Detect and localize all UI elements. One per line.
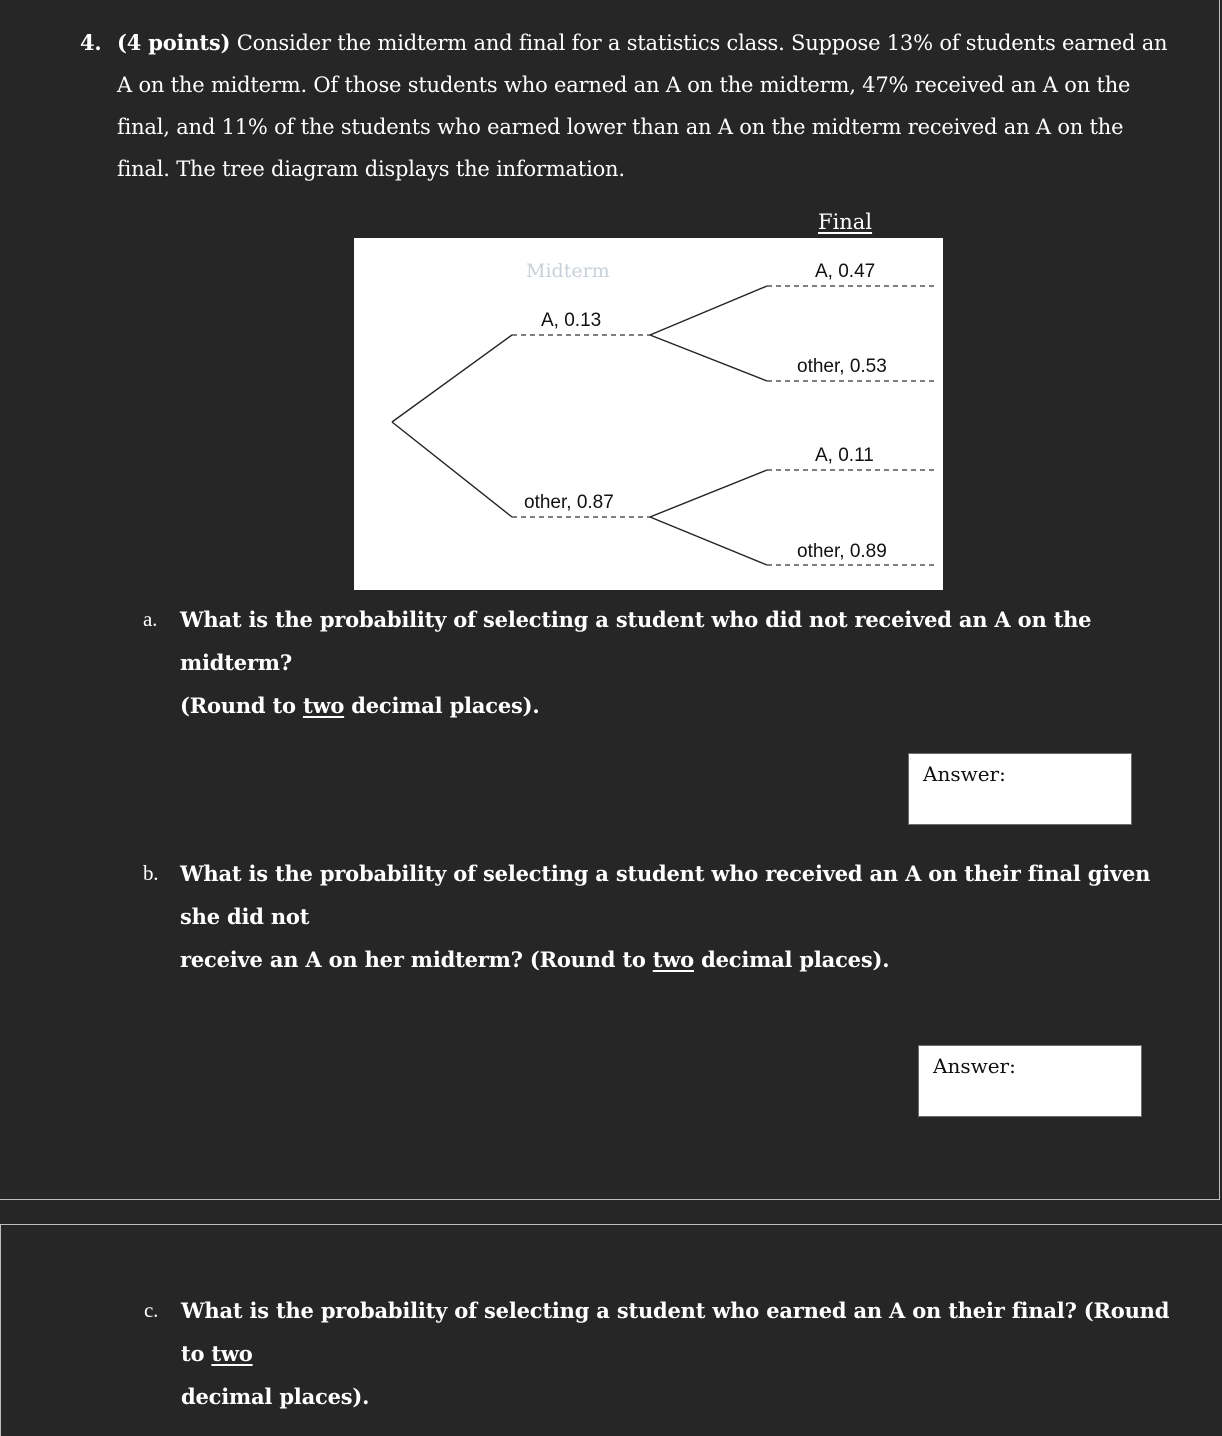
- question-b-line2: [180, 938, 1173, 981]
- label-final-a-given-other: A, 0.11: [815, 445, 874, 466]
- question-c-line1-pre: What is the probability of selecting a student who earned an A on their final? (Round to: [181, 1298, 1170, 1366]
- branch-root-to-midterm-a: [392, 335, 512, 422]
- label-final-other-given-a: other, 0.53: [797, 356, 887, 377]
- question-a-line2-pre: (Round to: [180, 693, 303, 718]
- question-b-underline: two: [652, 947, 694, 972]
- problem-description: Consider the midterm and final for a statistics class. Suppose 13% of students earned an A on the midterm. Of those students who earned an A on the midterm, 47% received an A on the final, and 11% of the students who earned lower than an A on the midterm received an A on the final. The tree diagram displays the information.: [117, 31, 1168, 181]
- question-b-line2-post: decimal places).: [693, 947, 890, 972]
- question-c-underline: two: [211, 1341, 253, 1366]
- question-c-line1: [181, 1289, 1174, 1375]
- branch-a-to-final-a: [650, 286, 767, 335]
- question-a-line2: [180, 684, 1173, 727]
- problem-number: 4.: [80, 30, 102, 55]
- question-a-line2-post: decimal places).: [344, 693, 540, 718]
- label-midterm-other: other, 0.87: [524, 492, 614, 513]
- question-c-text: [181, 1289, 1174, 1418]
- answer-label-a: Answer:: [923, 762, 1006, 786]
- question-b-letter: b.: [143, 861, 159, 885]
- problem-text-block: [117, 22, 1180, 190]
- branch-other-to-final-other: [650, 517, 767, 565]
- page-section-bottom: [0, 1224, 1222, 1436]
- branch-root-to-midterm-other: [392, 422, 512, 517]
- question-b-text: [180, 852, 1173, 981]
- answer-label-b: Answer:: [933, 1054, 1016, 1078]
- question-a-underline: two: [302, 693, 345, 718]
- question-a-line1: What is the probability of selecting a student who did not received an A on the midterm?: [180, 607, 1092, 675]
- question-a-text: [180, 598, 1173, 727]
- question-b: [143, 852, 1173, 981]
- question-a-letter: a.: [143, 607, 158, 631]
- final-header: Final: [818, 210, 873, 234]
- problem-points: (4 points): [117, 30, 231, 55]
- branch-a-to-final-other: [650, 335, 767, 381]
- answer-box-b[interactable]: [918, 1045, 1142, 1117]
- problem-stem: [80, 22, 1180, 190]
- question-a: [143, 598, 1173, 727]
- label-final-other-given-other: other, 0.89: [797, 541, 887, 562]
- tree-diagram: [354, 238, 943, 590]
- label-midterm-a: A, 0.13: [541, 310, 602, 331]
- question-b-line2-pre: receive an A on her midterm? (Round to: [180, 947, 653, 972]
- question-c-letter: c.: [144, 1298, 159, 1322]
- question-b-line1: What is the probability of selecting a student who received an A on their final given she did not: [180, 861, 1151, 929]
- question-c-line2: decimal places).: [181, 1384, 370, 1409]
- label-final-a-given-a: A, 0.47: [815, 261, 876, 282]
- midterm-header: Midterm: [526, 260, 610, 282]
- tree-diagram-svg: [354, 238, 943, 590]
- branch-other-to-final-a: [650, 470, 767, 517]
- answer-box-a[interactable]: [908, 753, 1132, 825]
- question-c: [144, 1289, 1174, 1418]
